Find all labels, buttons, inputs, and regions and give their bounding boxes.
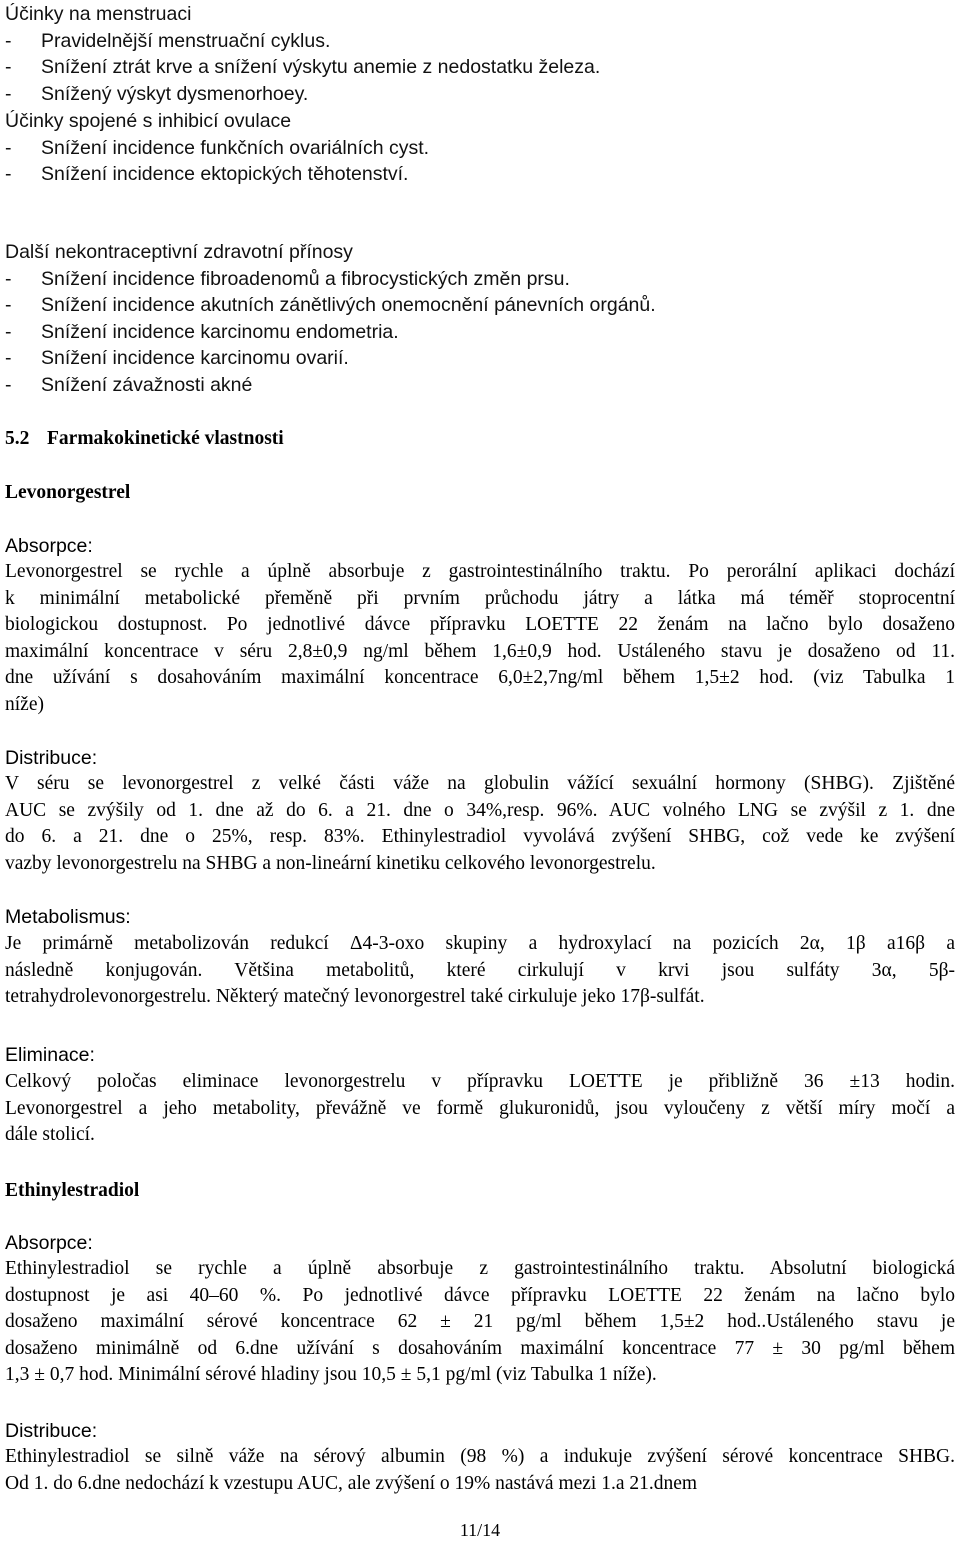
text-line: dosaženo maximální sérové koncentrace 62 ± 21 pg/ml během 1,5±2 hod..Ustáleného stavu je (5, 1311, 955, 1333)
text-line: 1,3 ± 0,7 hod. Minimální sérové hladiny jsou 10,5 ± 5,1 pg/ml (viz Tabulka 1 níže). (5, 1364, 657, 1386)
ee-absorption-text (5, 1256, 955, 1389)
section-title: Farmakokinetické vlastnosti (47, 428, 284, 449)
text-line: Ethinylestradiol se rychle a úplně absorbuje z gastrointestinálního traktu. Absolutní biologická (5, 1258, 955, 1279)
list-item: - Snížení incidence karcinomu endometria. (5, 320, 399, 343)
text-line: Ethinylestradiol se silně váže na sérový albumin (98 %) a indukuje zvýšení sérové koncentrace SHBG. (5, 1446, 955, 1467)
ethinylestradiol-title: Ethinylestradiol (5, 1180, 140, 1201)
list-item: - Snížení incidence funkčních ovariálních cyst. (5, 136, 430, 159)
list-item: - Snížený výskyt dysmenorhoey. (5, 82, 309, 105)
text-line: Celkový poločas eliminace levonorgestrelu v přípravku LOETTE je přibližně 36 ±13 hodin. (5, 1071, 955, 1092)
text-line: maximální koncentrace v séru 2,8±0,9 ng/ml během 1,6±0,9 hod. Ustáleného stavu je dosaženo od 11. (5, 640, 955, 662)
text-line: vazby levonorgestrelu na SHBG a non-lineární kinetiku celkového levonorgestrelu. (5, 852, 656, 874)
list-item: - Snížení incidence karcinomu ovarií. (5, 347, 349, 369)
text-line: Levonorgestrel se rychle a úplně absorbuje z gastrointestinálního traktu. Po perorální aplikaci dochází (5, 561, 955, 582)
lng-absorption-text (5, 559, 955, 719)
lng-distribution-heading: Distribuce: (5, 747, 98, 769)
menstruation-title: Účinky na menstruaci (5, 3, 192, 25)
text-line: Levonorgestrel a jeho metabolity, převážně ve formě glukuronidů, jsou vyloučeny z větší míry močí a (5, 1097, 955, 1119)
menstruation-benefits (5, 1, 955, 107)
list-item: - Snížení incidence fibroadenomů a fibrocystických změn prsu. (5, 267, 570, 290)
text-line: Je primárně metabolizován redukcí Δ4-3-oxo skupiny a hydroxylací na pozicích 2α, 1β a16β a (5, 933, 955, 954)
text-line: AUC se zvýšily od 1. dne až do 6. a 21. dne o 34%,resp. 96%. AUC volného LNG se zvýšil z 1. dne (5, 799, 955, 821)
list-item: - Snížení incidence ektopických těhotenství. (5, 163, 409, 185)
ee-absorption-heading: Absorpce: (5, 1232, 93, 1254)
text-line: dále stolicí. (5, 1124, 95, 1146)
list-item: - Snížení ztrát krve a snížení výskytu anemie z nedostatku železa. (5, 56, 601, 78)
text-line: V séru se levonorgestrel z velké části váže na globulin vážící sexuální hormony (SHBG). Zjištěné (5, 773, 955, 794)
text-line: do 6. a 21. dne o 25%, resp. 83%. Ethinylestradiol vyvolává zvýšení SHBG, což vede ke zvýšení (5, 826, 955, 848)
ovulation-title: Účinky spojené s inhibicí ovulace (5, 110, 292, 132)
lng-absorption-heading: Absorpce: (5, 535, 93, 557)
text-line: biologickou dostupnost. Po jednotlivé dávce přípravku LOETTE 22 ženám na lačno bylo dosaženo (5, 614, 955, 636)
text-line: dostupnost je asi 40‒60 %. Po jednotlivé dávce přípravku LOETTE 22 ženám na lačno bylo (5, 1284, 955, 1306)
ee-distribution-heading: Distribuce: (5, 1420, 98, 1442)
text-line: dne užívání s dosahováním maximální koncentrace 6,0±2,7ng/ml během 1,5±2 hod. (viz Tabulka 1 (5, 667, 955, 689)
page-number: 11/14 (459, 1520, 501, 1540)
text-line: k minimální metabolické přeměně při prvním průchodu játry a látka má téměř stoprocentní (5, 587, 955, 609)
text-line: Od 1. do 6.dne nedochází k vzestupu AUC, ale zvýšení o 19% nastává mezi 1.a 21.dnem (5, 1472, 698, 1494)
list-item: - Snížení incidence akutních zánětlivých onemocnění pánevních orgánů. (5, 294, 656, 316)
list-item: - Snížení závažnosti akné (5, 373, 253, 396)
list-item: - Pravidelnější menstruační cyklus. (5, 29, 331, 52)
text-line: následně konjugován. Většina metabolitů, které cirkulují v krvi jsou sulfáty 3α, 5β- (5, 959, 955, 981)
section-heading (5, 426, 955, 452)
text-line: tetrahydrolevonorgestrelu. Některý matečný levonorgestrel také cirkuluje jeko 17β-sulfát. (5, 986, 705, 1008)
ee-distribution-text (5, 1444, 955, 1497)
lng-elimination-text (5, 1069, 955, 1149)
lng-elimination-heading: Eliminace: (5, 1044, 95, 1066)
text-line: níže) (5, 693, 44, 715)
lng-metabolism-text (5, 931, 955, 1011)
text-line: dosaženo minimálně od 6.dne užívání s dosahováním maximální koncentrace 77 ± 30 pg/ml během (5, 1337, 955, 1359)
levonorgestrel-title: Levonorgestrel (5, 482, 131, 503)
section-number: 5.2 (5, 428, 30, 449)
ovulation-benefits (5, 108, 955, 188)
lng-distribution-text (5, 771, 955, 877)
other-benefits (5, 239, 955, 398)
lng-metabolism-heading: Metabolismus: (5, 906, 131, 928)
other-benefits-title: Další nekontraceptivní zdravotní přínosy (5, 241, 353, 263)
